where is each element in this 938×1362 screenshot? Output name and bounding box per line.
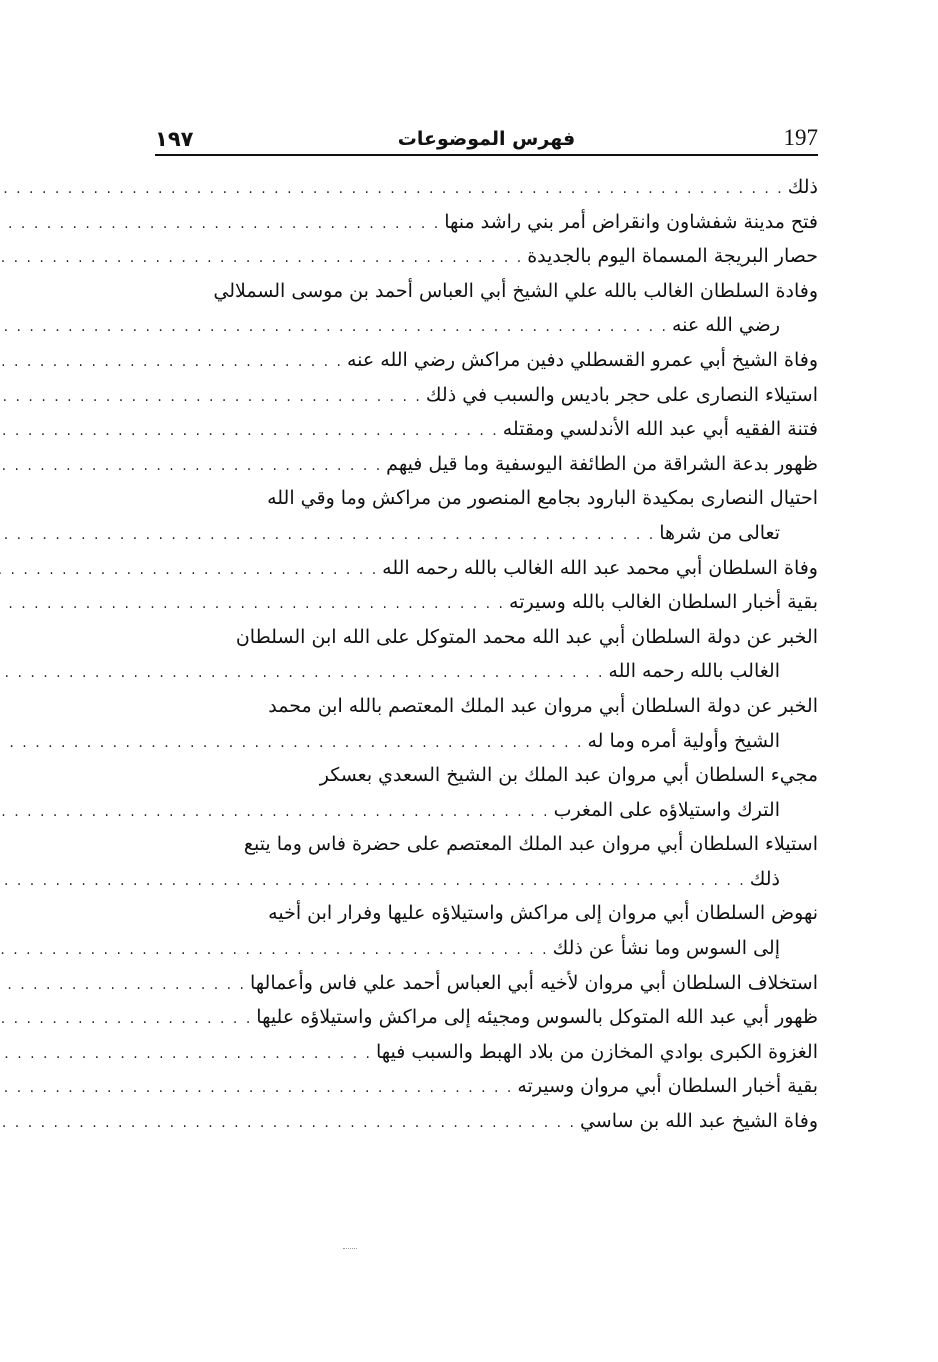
dot-leader [0,726,583,761]
toc-entry-line-last [155,516,818,551]
toc-entry-line-last [155,343,818,378]
page-speck [343,1248,357,1250]
toc-entry-text: مجيء السلطان أبي مروان عبد الملك بن الشيخ السعدي بعسكر [319,764,818,787]
toc-entry-line-last [155,551,818,586]
toc-entry-text: وفاة السلطان أبي محمد عبد الله الغالب بالله رحمه الله [382,556,818,579]
toc-entry-text: استخلاف السلطان أبي مروان لأخيه أبي العباس أحمد علي فاس وأعمالها [250,971,818,994]
toc-entry-line-last [155,1000,818,1035]
toc-entry-text: بقية أخبار السلطان أبي مروان وسيرته [517,1075,818,1098]
toc-entry-text: ذلك [787,176,818,198]
toc-entry-text: إلى السوس وما نشأ عن ذلك [552,937,780,960]
toc-entry [155,1104,818,1139]
dot-leader [0,172,784,207]
dot-leader [0,241,523,276]
toc-entry-line [155,758,818,793]
toc-entry-text: ذلك [749,867,780,890]
dot-leader [0,587,505,622]
toc-entry-line-last [155,931,818,966]
toc-entry-text: ظهور أبي عبد الله المتوكل بالسوس ومجيئه إلى مراكش واستيلاؤه عليها [256,1006,818,1029]
toc-entry-line-last [155,239,818,274]
toc-entry-line-last [155,654,818,689]
page-number-arabic: ١٩٧ [155,127,194,151]
toc-entry-line-last [155,862,818,897]
toc-entry-text: الغزوة الكبرى بوادي المخازن من بلاد الهبط والسبب فيها [375,1040,818,1063]
toc-entry-text: وفاة الشيخ عبد الله بن ساسي [579,1110,818,1133]
toc-entry-line-last [155,1069,818,1104]
toc-entry [155,481,818,550]
toc-entry-line-last [155,1104,818,1139]
dot-leader [0,414,499,449]
page-header [155,118,818,156]
toc-entry-line-last [155,1035,818,1070]
table-of-contents [155,170,818,1139]
toc-entry-line-last [155,966,818,1001]
toc-entry [155,551,818,586]
toc-entry-line-last [155,378,818,413]
toc-entry [155,412,818,447]
toc-entry-text: وفادة السلطان الغالب بالله علي الشيخ أبي العباس أحمد بن موسى السملالي [213,279,818,302]
toc-entry [155,827,818,896]
toc-entry [155,620,818,689]
toc-entry [155,689,818,758]
toc-entry-text: الخبر عن دولة السلطان أبي عبد الله محمد المتوكل على الله ابن السلطان [235,625,818,648]
dot-leader [0,207,440,242]
dot-leader [0,1037,372,1072]
page-number-latin: 197 [783,125,818,150]
dot-leader [0,656,604,691]
toc-entry-text: تعالى من شرها [659,521,780,544]
toc-entry-text: فتح مدينة شفشاون وانقراض أمر بني راشد منها [444,210,818,233]
toc-entry-text: احتيال النصارى بمكيدة البارود بجامع المنصور من مراكش وما وقي الله [267,487,818,510]
dot-leader [0,933,549,968]
toc-entry-line-last [155,412,818,447]
toc-entry-line [155,481,818,516]
toc-entry-line [155,689,818,724]
dot-leader [0,968,246,1003]
toc-entry-line-last [155,205,818,240]
dot-leader [0,380,422,415]
toc-entry-line [155,896,818,931]
toc-entry-line-last [155,170,818,205]
toc-entry-text: الغالب بالله رحمه الله [608,660,780,683]
toc-entry-text: استيلاء السلطان أبي مروان عبد الملك المعتصم على حضرة فاس وما يتبع [243,833,818,856]
toc-entry [155,758,818,827]
dot-leader [0,518,655,553]
toc-entry-text: الشيخ وأولية أمره وما له [587,729,780,752]
dot-leader [0,795,550,830]
toc-entry-line-last [155,724,818,759]
toc-entry-line-last [155,793,818,828]
toc-entry-text: حصار البريجة المسماة اليوم بالجديدة [527,245,818,268]
toc-entry-line-last [155,585,818,620]
toc-entry [155,1035,818,1070]
toc-entry-text: وفاة الشيخ أبي عمرو القسطلي دفين مراكش رضي الله عنه [347,348,818,371]
dot-leader [0,310,668,345]
toc-entry [155,205,818,240]
toc-entry [155,585,818,620]
toc-entry-text: ظهور بدعة الشراقة من الطائفة اليوسفية وما قيل فيهم [386,452,818,475]
dot-leader [0,449,382,484]
toc-entry-line [155,620,818,655]
toc-entry-text: نهوض السلطان أبي مروان إلى مراكش واستيلاؤه عليها وفرار ابن أخيه [268,902,818,925]
toc-entry [155,378,818,413]
toc-entry-text: بقية أخبار السلطان الغالب بالله وسيرته [509,591,818,614]
toc-entry-text: استيلاء النصارى على حجر باديس والسبب في ذلك [425,383,818,406]
toc-entry-text: رضي الله عنه [671,314,780,337]
toc-entry-text: فتنة الفقيه أبي عبد الله الأندلسي ومقتله [502,418,818,441]
toc-entry-line [155,274,818,309]
toc-entry [155,447,818,482]
toc-entry [155,1069,818,1104]
toc-entry-text: الخبر عن دولة السلطان أبي مروان عبد الملك المعتصم بالله ابن محمد [268,694,818,717]
toc-entry [155,343,818,378]
toc-entry [155,966,818,1001]
dot-leader [0,1106,576,1141]
toc-entry [155,1000,818,1035]
dot-leader [0,345,343,380]
toc-entry-text: الترك واستيلاؤه على المغرب [553,798,780,821]
dot-leader [0,1071,513,1106]
toc-entry [155,274,818,343]
toc-entry-line-last [155,447,818,482]
dot-leader [0,1002,252,1037]
toc-entry-line [155,827,818,862]
toc-entry [155,896,818,965]
dot-leader [0,553,378,588]
dot-leader [0,864,746,899]
toc-entry [155,170,818,205]
page-title: فهرس الموضوعات [397,128,576,150]
toc-entry-line-last [155,308,818,343]
toc-entry [155,239,818,274]
